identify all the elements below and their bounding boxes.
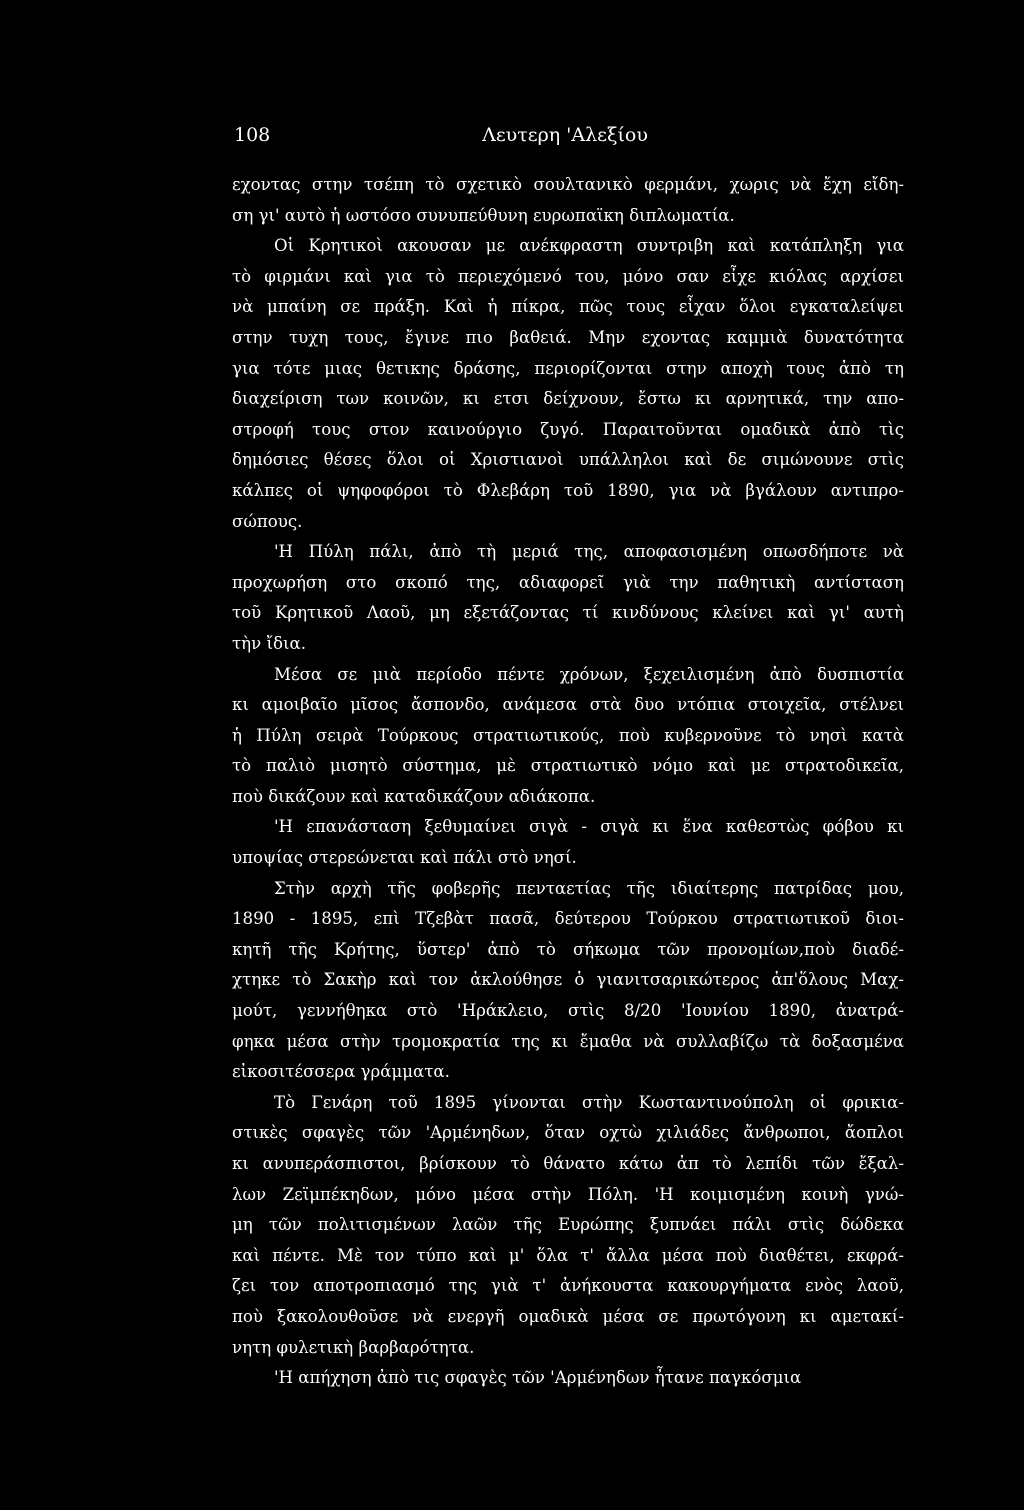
text-line: Τὸ Γενάρη τοῦ 1895 γίνονται στὴν Κωσταντινούπολη οἱ φρικια-: [274, 1092, 904, 1112]
text-line: 'Η απήχηση ἀπὸ τις σφαγὲς τῶν 'Αρμένηδων ἦτανε παγκόσμια: [274, 1368, 802, 1388]
text-line: σώπους.: [232, 511, 303, 531]
text-line: εἰκοσιτέσσερα γράμματα.: [232, 1062, 450, 1082]
paragraph: [232, 660, 904, 813]
text-line: διαχείριση των κοινῶν, κι ετσι δείχνουν, ἔστω κι αρνητικά, την απο-: [232, 389, 904, 409]
text-line: χτηκε τὸ Σακὴρ καὶ τον ἀκλούθησε ὁ γιανιτσαρικώτερος ἀπ'ὅλους Μαχ-: [232, 970, 904, 990]
text-line: 1890 - 1895, επὶ Τζεβὰτ πασᾶ, δεύτερου Τούρκου στρατιωτικοῦ διοι-: [232, 909, 904, 929]
text-line: τὸ φιρμάνι καὶ για τὸ περιεχόμενό του, μόνο σαν εἶχε κιόλας αρχίσει: [232, 266, 904, 286]
text-line: Στὴν αρχὴ τῆς φοβερῆς πενταετίας τῆς ιδιαίτερης πατρίδας μου,: [274, 878, 904, 898]
text-line: κι αμοιβαῖο μῖσος ἄσπονδο, ανάμεσα στὰ δυο ντόπια στοιχεῖα, στέλνει: [232, 695, 904, 715]
text-line: εχοντας στην τσέπη τὸ σχετικὸ σουλτανικὸ φερμάνι, χωρις νὰ ἔχη εἴδη-: [232, 175, 904, 194]
text-line: κι ανυπεράσπιστοι, βρίσκουν τὸ θάνατο κάτω ἀπ τὸ λεπίδι τῶν ἔξαλ-: [232, 1154, 904, 1173]
text-line: στην τυχη τους, ἔγινε πιο βαθειά. Μην εχοντας καμμιὰ δυνατότητα: [232, 327, 904, 347]
paragraph: [232, 1088, 904, 1363]
paragraph: [232, 812, 904, 873]
text-line: ποὺ ξακολουθοῦσε νὰ ενεργῆ ομαδικὰ μέσα σε πρωτόγονη κι αμετακί-: [232, 1306, 904, 1326]
text-line: στροφή τους στον καινούργιο ζυγό. Παραιτοῦνται ομαδικὰ ἀπὸ τὶς: [232, 419, 904, 439]
text-line: για τότε μιας θετικης δράσης, περιορίζονται στην αποχὴ τους ἀπὸ τη: [232, 358, 904, 378]
text-line: 'Η επανάσταση ξεθυμαίνει σιγὰ - σιγὰ κι ἕνα καθεστὼς φόβου κι: [274, 817, 904, 837]
text-line: ση γι' αυτὸ ἡ ωστόσο συνυπεύθυνη ευρωπαϊκη διπλωματία.: [232, 205, 735, 225]
text-line: καὶ πέντε. Μὲ τον τύπο καὶ μ' ὅλα τ' ἄλλα μέσα ποὺ διαθέτει, εκφρά-: [232, 1245, 904, 1265]
text-line: κητῆ τῆς Κρήτης, ὕστερ' ἀπὸ τὸ σήκωμα τῶν προνομίων,ποὺ διαδέ-: [232, 939, 904, 959]
text-line: προχωρήση στο σκοπό της, αδιαφορεῖ γιὰ την παθητικὴ αντίσταση: [232, 572, 904, 592]
paragraph: [232, 170, 904, 231]
paragraph: [232, 874, 904, 1088]
running-title: Λευτερη 'Αλεξίου: [482, 124, 648, 146]
text-line: νητη φυλετικὴ βαρβαρότητα.: [232, 1337, 475, 1357]
body-text: [232, 170, 904, 1394]
text-line: Οἱ Κρητικοὶ ακουσαν με ανέκφραστη συντριβη καὶ κατάπληξη για: [274, 236, 904, 256]
text-line: νὰ μπαίνη σε πράξη. Καὶ ἡ πίκρα, πῶς τους εἶχαν ὅλοι εγκαταλείψει: [232, 297, 904, 317]
text-line: 'Η Πύλη πάλι, ἀπὸ τὴ μεριά της, αποφασισμένη οπωσδήποτε νὰ: [274, 542, 904, 562]
page-header: [228, 124, 902, 154]
text-line: μη τῶν πολιτισμένων λαῶν τῆς Ευρώπης ξυπνάει πάλι στὶς δώδεκα: [232, 1215, 904, 1235]
text-line: δημόσιες θέσες ὅλοι οἱ Χριστιανοὶ υπάλληλοι καὶ δε σιμώνουνε στὶς: [232, 450, 904, 470]
text-line: τὴν ἴδια.: [232, 633, 306, 653]
paragraph: [232, 231, 904, 537]
text-line: τοῦ Κρητικοῦ Λαοῦ, μη εξετάζοντας τί κινδύνους κλείνει καὶ γι' αυτὴ: [232, 603, 904, 623]
paragraph: [232, 1363, 904, 1394]
text-line: φηκα μέσα στὴν τρομοκρατία της κι ἔμαθα νὰ συλλαβίζω τὰ δοξασμένα: [232, 1031, 904, 1051]
text-line: ἡ Πύλη σειρὰ Τούρκους στρατιωτικούς, ποὺ κυβερνοῦνε τὸ νησὶ κατὰ: [232, 725, 904, 745]
text-line: Μέσα σε μιὰ περίοδο πέντε χρόνων, ξεχειλισμένη ἀπὸ δυσπιστία: [274, 664, 904, 684]
text-line: κάλπες οἱ ψηφοφόροι τὸ Φλεβάρη τοῦ 1890, για νὰ βγάλουν αντιπρο-: [232, 480, 904, 500]
text-line: στικὲς σφαγὲς τῶν 'Αρμένηδων, ὅταν οχτὼ χιλιάδες ἄνθρωποι, ἄοπλοι: [232, 1123, 904, 1143]
page-number: 108: [234, 124, 271, 146]
text-line: μούτ, γεννήθηκα στὸ 'Ηράκλειο, στὶς 8/20 'Ιουνίου 1890, ἀνατρά-: [232, 1001, 904, 1021]
text-line: υποψίας στερεώνεται καὶ πάλι στὸ νησί.: [232, 848, 577, 868]
text-line: λων Ζεϊμπέκηδων, μόνο μέσα στὴν Πόλη. 'Η κοιμισμένη κοινὴ γνώ-: [232, 1184, 904, 1204]
text-line: ζει τον αποτροπιασμό της γιὰ τ' ἀνήκουστα κακουργήματα ενὸς λαοῦ,: [232, 1276, 904, 1296]
paragraph: [232, 537, 904, 659]
text-line: τὸ παλιὸ μισητὸ σύστημα, μὲ στρατιωτικὸ νόμο καὶ με στρατοδικεῖα,: [232, 756, 904, 776]
text-line: ποὺ δικάζουν καὶ καταδικάζουν αδιάκοπα.: [232, 786, 596, 806]
